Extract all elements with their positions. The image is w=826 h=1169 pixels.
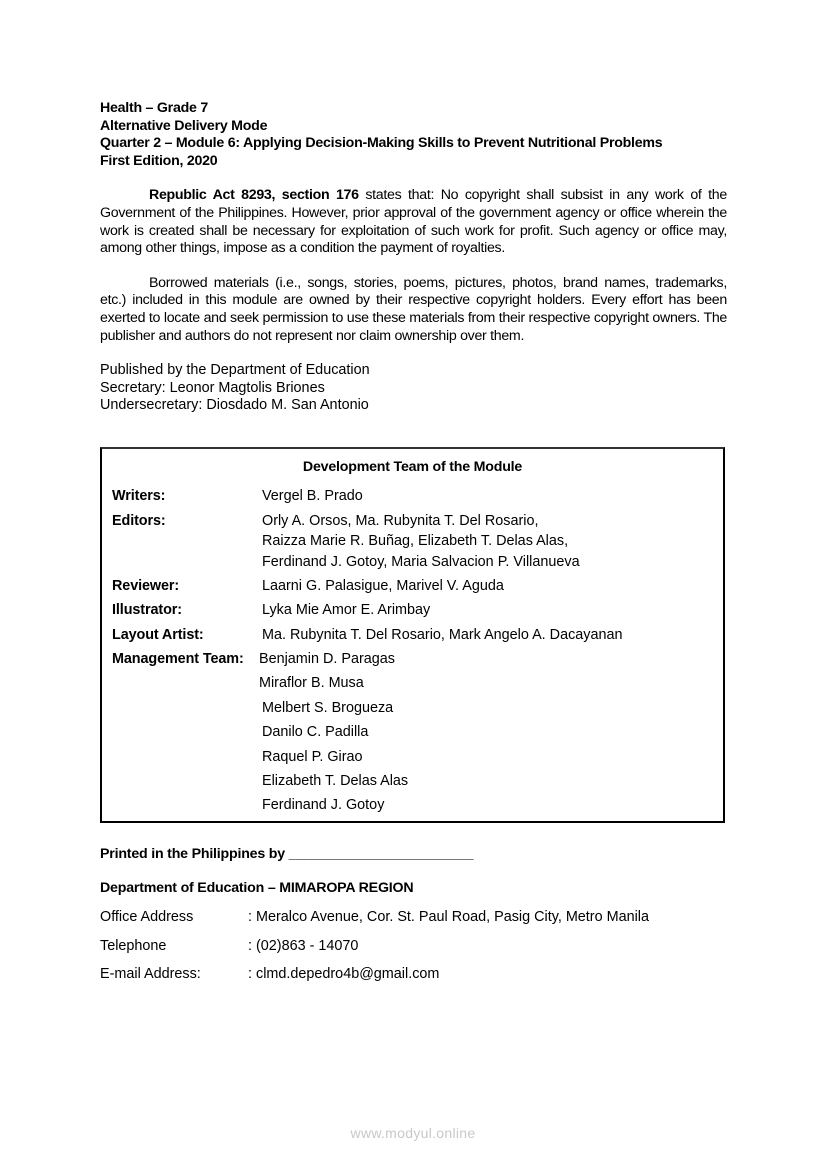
team-member: Danilo C. Padilla bbox=[262, 724, 369, 741]
team-member: Raquel P. Girao bbox=[262, 748, 363, 765]
team-member: Ferdinand J. Gotoy, Maria Salvacion P. Villanueva bbox=[262, 553, 580, 570]
undersecretary: Undersecretary: Diosdado M. San Antonio bbox=[100, 397, 369, 414]
contact-value: : (02)863 - 14070 bbox=[248, 938, 359, 954]
team-box-title: Development Team of the Module bbox=[302, 459, 523, 475]
module-title: Quarter 2 – Module 6: Applying Decision-Making Skills to Prevent Nutritional Problems bbox=[100, 135, 663, 152]
role-names bbox=[262, 623, 622, 647]
borrowed-materials-paragraph: Borrowed materials (i.e., songs, stories, poems, pictures, photos, brand names, trademarks, etc.) included in this module are owned by their respective copyright holders. Every effort has been exerted to locate and seek permission to use these materials from their respective copyright owners. The publisher and authors do not represent nor claim ownership over them. bbox=[100, 274, 727, 344]
copyright-paragraph bbox=[100, 187, 727, 257]
team-member: Benjamin D. Paragas bbox=[259, 651, 395, 667]
edition: First Edition, 2020 bbox=[100, 152, 218, 169]
role-label: Editors: bbox=[112, 513, 166, 529]
role-names bbox=[262, 509, 580, 574]
team-member: Raizza Marie R. Buñag, Elizabeth T. Delas Alas, bbox=[262, 533, 569, 550]
team-member: Ferdinand J. Gotoy bbox=[262, 797, 385, 814]
role-names bbox=[262, 574, 504, 598]
team-member: Vergel B. Prado bbox=[262, 488, 363, 504]
role-names bbox=[262, 484, 363, 508]
module-header bbox=[100, 100, 727, 170]
role-names bbox=[259, 647, 408, 818]
team-member: Elizabeth T. Delas Alas bbox=[262, 773, 409, 790]
site-watermark: www.modyul.online bbox=[350, 1125, 476, 1141]
role-label: Writers: bbox=[112, 488, 166, 504]
delivery-mode: Alternative Delivery Mode bbox=[100, 117, 268, 134]
copyright-law-reference: Republic Act 8293, section 176 bbox=[149, 187, 359, 204]
role-label: Layout Artist: bbox=[112, 627, 204, 643]
copyright-text: states that: No copyright shall subsist in any work of the Government of the Philippines. However, prior approval of the government agency or office wherein the work is created shall be necessary for exploitation of such work for profit. Such agency or office may, among other things, impose as a condition the payment of royalties. bbox=[100, 187, 727, 257]
secretary: Secretary: Leonor Magtolis Briones bbox=[100, 379, 325, 396]
role-label: Management Team: bbox=[112, 651, 244, 667]
team-member: Miraflor B. Musa bbox=[259, 675, 364, 692]
team-member: Melbert S. Brogueza bbox=[262, 699, 394, 716]
region-title: Department of Education – MIMAROPA REGION bbox=[100, 880, 414, 896]
role-label: Illustrator: bbox=[112, 602, 182, 618]
subject-grade: Health – Grade 7 bbox=[100, 100, 208, 116]
document-page bbox=[100, 100, 727, 982]
team-member: Laarni G. Palasigue, Marivel V. Aguda bbox=[262, 578, 504, 594]
printed-by-line: Printed in the Philippines by ________________________ bbox=[100, 846, 474, 862]
contact-value: : clmd.depedro4b@gmail.com bbox=[248, 966, 440, 982]
role-label: Reviewer: bbox=[112, 578, 180, 594]
development-team-box bbox=[100, 447, 725, 823]
role-names bbox=[262, 598, 430, 622]
contact-label: Office Address bbox=[100, 909, 194, 925]
contact-value: : Meralco Avenue, Cor. St. Paul Road, Pasig City, Metro Manila bbox=[248, 909, 649, 925]
team-member: Lyka Mie Amor E. Arimbay bbox=[262, 602, 431, 618]
publisher: Published by the Department of Education bbox=[100, 362, 370, 379]
publication-info bbox=[100, 362, 727, 415]
team-member: Orly A. Orsos, Ma. Rubynita T. Del Rosario, bbox=[262, 513, 539, 529]
contact-label: Telephone bbox=[100, 938, 167, 954]
team-member: Ma. Rubynita T. Del Rosario, Mark Angelo A. Dacayanan bbox=[262, 627, 623, 643]
contact-label: E-mail Address: bbox=[100, 966, 201, 982]
